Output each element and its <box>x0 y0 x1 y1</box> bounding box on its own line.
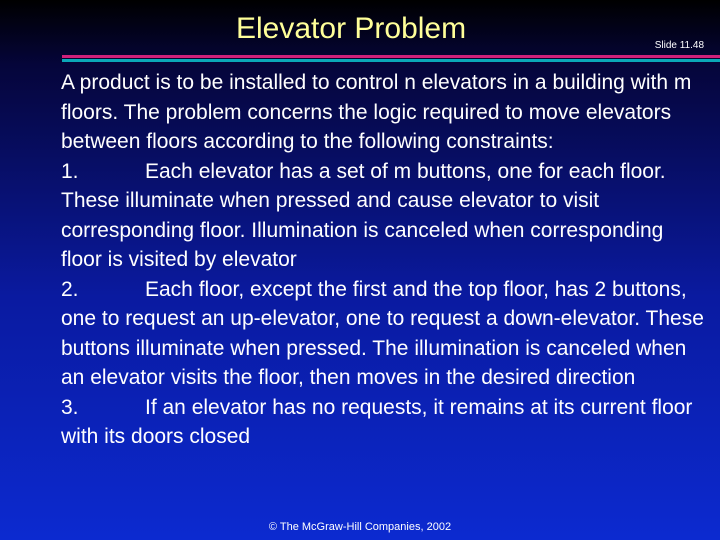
slide-number: Slide 11.48 <box>654 40 704 51</box>
constraint-number: 3. <box>61 395 79 419</box>
slide-title: Elevator Problem <box>236 12 467 45</box>
constraint-number: 1. <box>61 159 79 183</box>
intro-paragraph: A product is to be installed to control n elevators in a building with m floors. The problem concerns the logic required to move elevators between floors according to the following constraints: <box>61 71 692 153</box>
copyright-footer: © The McGraw-Hill Companies, 2002 <box>268 521 452 533</box>
constraint-number: 2. <box>61 277 79 301</box>
title-rule-magenta <box>62 55 720 58</box>
constraint-item <box>61 157 706 275</box>
constraint-text: If an elevator has no requests, it remains at its current floor with its doors closed <box>61 395 693 448</box>
slide-body <box>61 68 706 452</box>
constraint-item <box>61 393 706 452</box>
constraint-text: Each elevator has a set of m buttons, one for each floor. These illuminate when pressed and cause elevator to visit corresponding floor. Illumination is canceled when corresponding floor is visited by elevator <box>61 159 666 271</box>
title-rule-cyan <box>62 59 720 62</box>
constraint-text: Each floor, except the first and the top floor, has 2 buttons, one to request an up-elevator, one to request a down-elevator. These buttons illuminate when pressed. The illumination is canceled when an elevator visits the floor, then moves in the desired direction <box>61 277 704 389</box>
constraint-item <box>61 275 706 393</box>
